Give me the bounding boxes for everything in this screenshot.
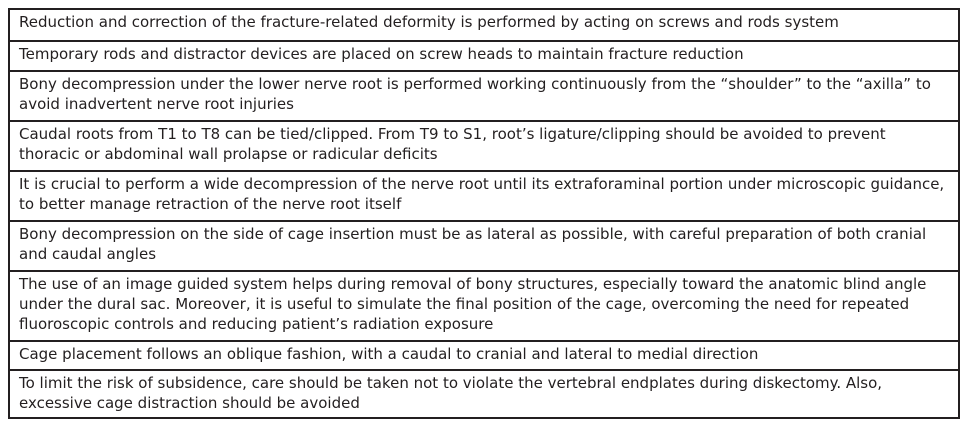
table-cell-text: Bony decompression under the lower nerve root is performed working continuously from the “shoulder” to the “axilla” to avoid inadvertent nerve root injuries <box>19 75 931 113</box>
table-cell-text: Cage placement follows an oblique fashion, with a caudal to cranial and lateral to medial direction <box>19 345 759 363</box>
table-cell-text: Temporary rods and distractor devices are placed on screw heads to maintain fracture reduction <box>19 45 744 63</box>
table-row <box>10 70 958 120</box>
table-cell-text: Reduction and correction of the fracture-related deformity is performed by acting on screws and rods system <box>19 13 839 31</box>
table-row <box>10 220 958 270</box>
table-row <box>10 10 958 40</box>
table-cell-text: It is crucial to perform a wide decompression of the nerve root until its extraforaminal portion under microscopic guidance, to better manage retraction of the nerve root itself <box>19 175 945 213</box>
table-cell-text: To limit the risk of subsidence, care should be taken not to violate the vertebral endplates during diskectomy. Also, excessive cage distraction should be avoided <box>19 374 883 412</box>
table-row <box>10 40 958 70</box>
table-row <box>10 340 958 369</box>
surgical-steps-table <box>8 8 960 419</box>
table-row <box>10 369 958 417</box>
table-row <box>10 170 958 220</box>
table-cell-text: Caudal roots from T1 to T8 can be tied/clipped. From T9 to S1, root’s ligature/clipping should be avoided to prevent thoracic or abdominal wall prolapse or radicular deficits <box>19 125 886 163</box>
table-cell-text: Bony decompression on the side of cage insertion must be as lateral as possible, with careful preparation of both cranial and caudal angles <box>19 225 927 263</box>
table-row <box>10 120 958 170</box>
table-row <box>10 270 958 340</box>
table-cell-text: The use of an image guided system helps during removal of bony structures, especially toward the anatomic blind angle under the dural sac. Moreover, it is useful to simulate the final position of the cage, overcoming the need for repeated fluoroscopic controls and reducing patient’s radiation exposure <box>19 275 927 333</box>
